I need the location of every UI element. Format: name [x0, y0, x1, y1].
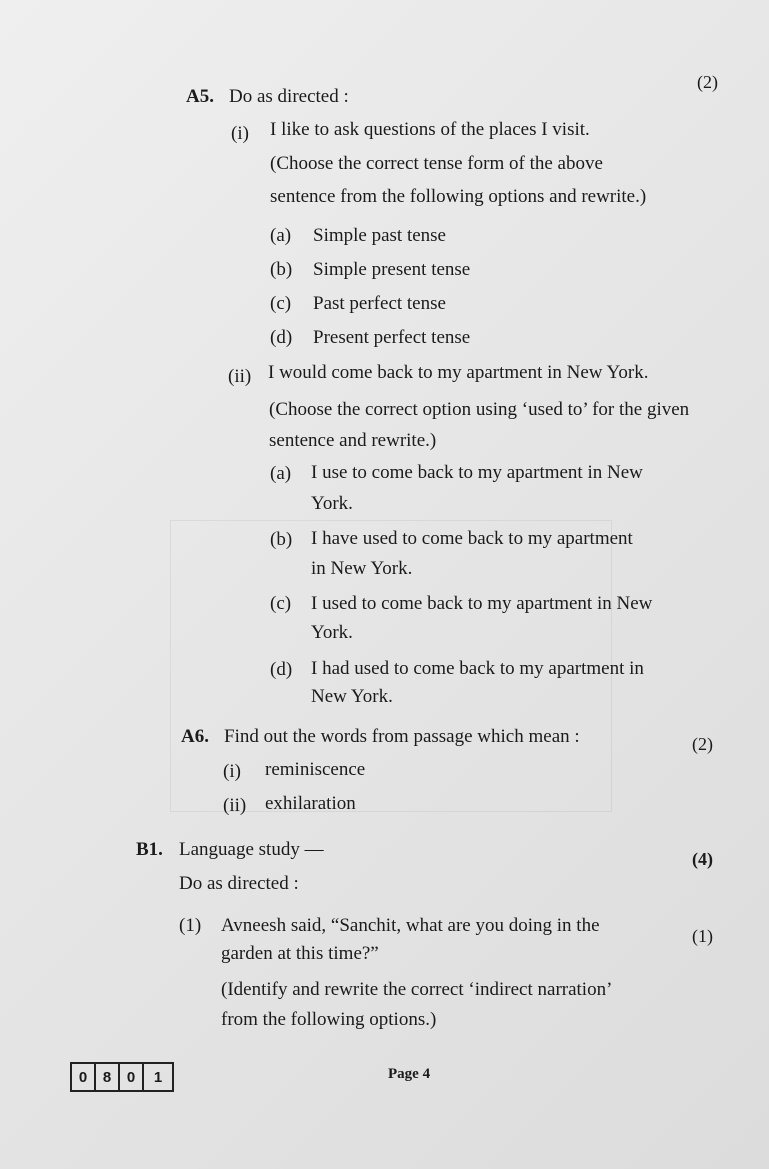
- a5-q2-direction-line2: sentence and rewrite.): [269, 430, 437, 451]
- a6-item-text: exhilaration: [265, 793, 356, 814]
- a5-q2-option-key: (d): [270, 659, 293, 680]
- a5-q1-option-key: (a): [270, 225, 292, 246]
- a5-q2-number: (ii): [228, 366, 252, 387]
- b1-title: Language study —: [179, 839, 324, 860]
- a5-q2-option-key: (b): [270, 529, 293, 550]
- b1-marks: (4): [692, 849, 713, 869]
- a5-q2-option-line1: I had used to come back to my apartment in: [311, 658, 644, 679]
- a5-q2-direction-line1: (Choose the correct option using ‘used to’ for the given: [269, 399, 690, 420]
- a5-instruction: Do as directed :: [229, 86, 349, 107]
- paper-code-digit: 8: [96, 1064, 120, 1090]
- a6-label: A6.: [181, 726, 209, 747]
- a5-q2-option-line2: York.: [311, 622, 353, 643]
- b1-instruction: Do as directed :: [179, 873, 299, 894]
- a5-q1-option-key: (d): [270, 327, 293, 348]
- a5-q2-option-line2: in New York.: [311, 558, 413, 579]
- paper-code-digit: 0: [120, 1064, 144, 1090]
- a6-item-text: reminiscence: [265, 759, 366, 780]
- paper-code-digit: 1: [153, 1068, 163, 1086]
- a5-q1-option-text: Simple past tense: [313, 225, 446, 246]
- b1-q1-direction-line2: from the following options.): [221, 1009, 437, 1030]
- a5-q2-option-line2: York.: [311, 493, 353, 514]
- a5-q2-option-line1: I use to come back to my apartment in New: [311, 462, 643, 483]
- a5-q1-option-text: Present perfect tense: [313, 327, 471, 348]
- a5-q1-sentence: I like to ask questions of the places I visit.: [270, 119, 590, 140]
- a5-label: A5.: [186, 86, 214, 107]
- a6-instruction: Find out the words from passage which mean :: [224, 726, 580, 747]
- a6-item-number: (ii): [223, 795, 247, 816]
- a5-q2-option-key: (c): [270, 593, 292, 614]
- page-number: Page 4: [388, 1066, 431, 1082]
- b1-q1-line2: garden at this time?”: [221, 943, 379, 964]
- a5-marks: (2): [697, 72, 718, 92]
- a5-q1-option-text: Past perfect tense: [313, 293, 446, 314]
- a5-q2-option-key: (a): [270, 463, 292, 484]
- a5-q1-direction-line2: sentence from the following options and rewrite.): [270, 186, 647, 207]
- a5-q1-number: (i): [231, 123, 249, 144]
- a5-q2-option-line1: I have used to come back to my apartment: [311, 528, 633, 549]
- a5-q1-option-text: Simple present tense: [313, 259, 471, 280]
- a5-q2-option-line2: New York.: [311, 686, 393, 707]
- b1-q1-marks: (1): [692, 926, 713, 946]
- b1-q1-number: (1): [179, 915, 202, 936]
- a5-q1-option-key: (c): [270, 293, 292, 314]
- a5-q2-option-line1: I used to come back to my apartment in New: [311, 593, 653, 614]
- a6-marks: (2): [692, 734, 713, 754]
- b1-q1-direction-line1: (Identify and rewrite the correct ‘indirect narration’: [221, 979, 613, 1000]
- a5-q2-sentence: I would come back to my apartment in New York.: [268, 362, 649, 383]
- a5-q1-direction-line1: (Choose the correct tense form of the above: [270, 153, 603, 174]
- a6-item-number: (i): [223, 761, 241, 782]
- b1-label: B1.: [136, 839, 163, 860]
- b1-q1-line1: Avneesh said, “Sanchit, what are you doing in the: [221, 915, 600, 936]
- paper-code-digit: 0: [72, 1064, 96, 1090]
- paper-code-box: [70, 1062, 174, 1092]
- a5-q1-option-key: (b): [270, 259, 293, 280]
